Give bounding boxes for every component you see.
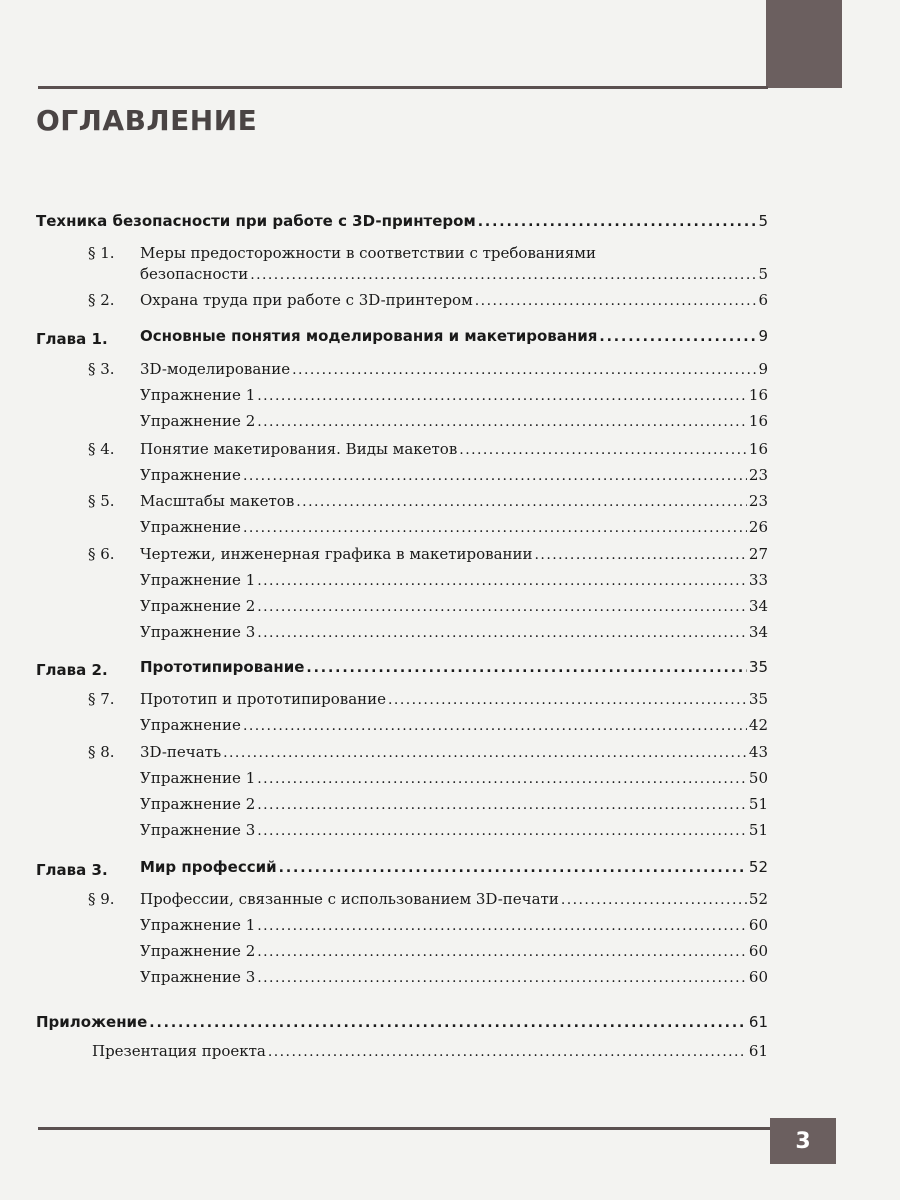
toc-entry-s9e2[interactable] (140, 942, 768, 968)
toc-label: Основные понятия моделирования и макетирования (140, 327, 598, 345)
toc-label: Упражнение (140, 466, 241, 484)
chapter-number: Глава 2. (36, 661, 108, 679)
toc-label: 3D-печать (140, 743, 222, 761)
section-number: § 2. (88, 291, 115, 309)
toc-label: Чертежи, инженерная графика в макетировании (140, 545, 533, 563)
toc-entry-appendix[interactable] (36, 1013, 768, 1039)
toc-label-line1[interactable]: Меры предосторожности в соответствии с требованиями (140, 244, 596, 262)
toc-entry-presentation[interactable] (92, 1042, 768, 1068)
toc-label: Упражнение (140, 518, 241, 536)
toc-label: 3D-моделирование (140, 360, 291, 378)
toc-page: 42 (748, 716, 768, 734)
toc-entry-s8[interactable] (140, 743, 768, 769)
toc-label: Упражнение 3 (140, 821, 256, 839)
toc-page: 5 (758, 212, 768, 230)
toc-page: 52 (748, 890, 768, 908)
toc-entry-s8e3[interactable] (140, 821, 768, 847)
toc-entry-ch1[interactable] (140, 327, 768, 353)
toc-page: 33 (748, 571, 768, 589)
toc-page: 6 (758, 291, 768, 309)
toc-page: 9 (758, 327, 768, 345)
toc-entry-s3e2[interactable] (140, 412, 768, 438)
toc-page: 35 (748, 690, 768, 708)
page-number: 3 (770, 1118, 836, 1164)
chapter-number: Глава 3. (36, 861, 108, 879)
toc-page: 16 (748, 386, 768, 404)
bottom-rule (38, 1127, 770, 1130)
toc-entry-s6e3[interactable] (140, 623, 768, 649)
toc-label: Упражнение 2 (140, 795, 256, 813)
chapter-number: Глава 1. (36, 330, 108, 348)
toc-page: 5 (758, 265, 768, 283)
toc-page: 52 (748, 858, 768, 876)
toc-label: Мир профессий (140, 858, 277, 876)
toc-entry-s3e1[interactable] (140, 386, 768, 412)
toc-page: 27 (748, 545, 768, 563)
toc-page: 43 (748, 743, 768, 761)
toc-entry-s5[interactable] (140, 492, 768, 518)
toc-entry-ch2[interactable] (140, 658, 768, 684)
toc-page: 9 (758, 360, 768, 378)
section-number: § 1. (88, 244, 115, 262)
toc-entry-s1[interactable] (140, 265, 768, 291)
toc-page: 51 (748, 795, 768, 813)
toc-page: 26 (748, 518, 768, 536)
toc-label: безопасности (140, 265, 249, 283)
toc-label: Упражнение 2 (140, 942, 256, 960)
toc-label: Упражнение 2 (140, 597, 256, 615)
toc-entry-safety[interactable] (36, 212, 768, 238)
toc-page: 60 (748, 968, 768, 986)
page-title: ОГЛАВЛЕНИЕ (36, 104, 258, 137)
toc-label: Презентация проекта (92, 1042, 266, 1060)
section-number: § 9. (88, 890, 115, 908)
toc-page: 34 (748, 623, 768, 641)
toc-page: 51 (748, 821, 768, 839)
toc-label: Упражнение 2 (140, 412, 256, 430)
toc-label: Упражнение 1 (140, 769, 256, 787)
toc-label: Охрана труда при работе с 3D-принтером (140, 291, 473, 309)
toc-label: Упражнение (140, 716, 241, 734)
toc-page: 16 (748, 440, 768, 458)
toc-page: 50 (748, 769, 768, 787)
toc-page: 16 (748, 412, 768, 430)
toc-label: Упражнение 1 (140, 386, 256, 404)
toc-entry-s8e1[interactable] (140, 769, 768, 795)
toc-label: Упражнение 1 (140, 916, 256, 934)
toc-label: Приложение (36, 1013, 148, 1031)
toc-entry-s4e[interactable] (140, 466, 768, 492)
toc-entry-s7[interactable] (140, 690, 768, 716)
toc-label: Прототип и прототипирование (140, 690, 387, 708)
toc-label: Техника безопасности при работе с 3D-принтером (36, 212, 476, 230)
toc-entry-s7e[interactable] (140, 716, 768, 742)
toc-label: Прототипирование (140, 658, 305, 676)
section-number: § 8. (88, 743, 115, 761)
toc-entry-s2[interactable] (140, 291, 768, 317)
toc-page: 61 (748, 1013, 768, 1031)
section-number: § 7. (88, 690, 115, 708)
toc-page: 60 (748, 916, 768, 934)
toc-label: Упражнение 1 (140, 571, 256, 589)
toc-label: Понятие макетирования. Виды макетов (140, 440, 458, 458)
toc-entry-s9[interactable] (140, 890, 768, 916)
toc-page: 34 (748, 597, 768, 615)
toc-entry-s9e1[interactable] (140, 916, 768, 942)
toc-label: Масштабы макетов (140, 492, 295, 510)
section-number: § 4. (88, 440, 115, 458)
toc-page: 23 (748, 492, 768, 510)
toc-page: 35 (748, 658, 768, 676)
toc-label: Упражнение 3 (140, 623, 256, 641)
toc-page: 60 (748, 942, 768, 960)
toc-page: 23 (748, 466, 768, 484)
toc-entry-s9e3[interactable] (140, 968, 768, 994)
toc-entry-s5e[interactable] (140, 518, 768, 544)
toc-page: 61 (748, 1042, 768, 1060)
toc-label: Упражнение 3 (140, 968, 256, 986)
toc-entry-s3[interactable] (140, 360, 768, 386)
section-number: § 6. (88, 545, 115, 563)
toc-entry-s6e1[interactable] (140, 571, 768, 597)
section-number: § 5. (88, 492, 115, 510)
toc-entry-s6[interactable] (140, 545, 768, 571)
toc-entry-s8e2[interactable] (140, 795, 768, 821)
toc-entry-ch3[interactable] (140, 858, 768, 884)
section-number: § 3. (88, 360, 115, 378)
toc-label: Профессии, связанные с использованием 3D-печати (140, 890, 559, 908)
toc-entry-s6e2[interactable] (140, 597, 768, 623)
toc-entry-s4[interactable] (140, 440, 768, 466)
